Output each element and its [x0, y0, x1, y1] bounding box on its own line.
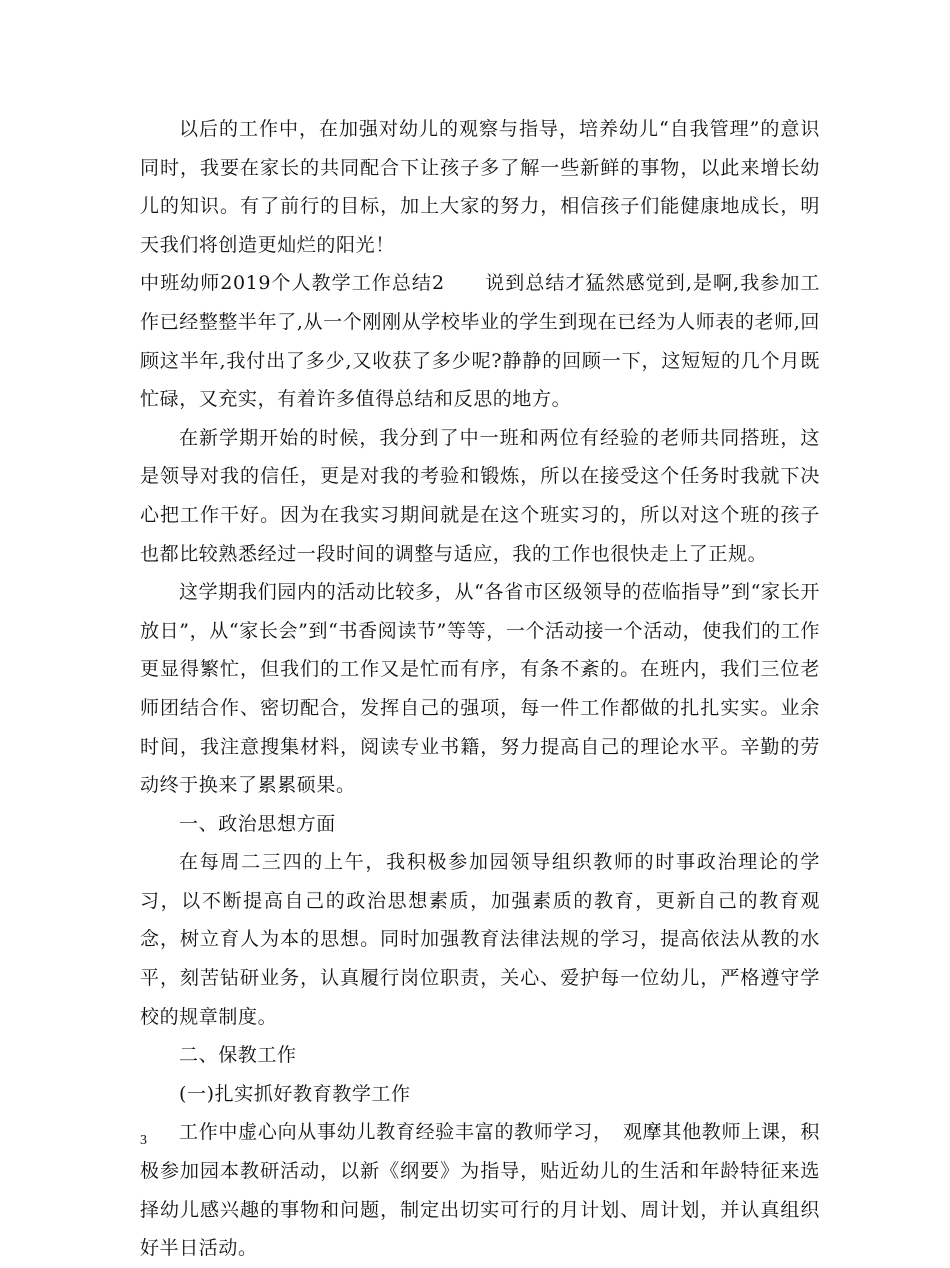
paragraph-9: 工作中虚心向从事幼儿教育经验丰富的教师学习， 观摩其他教师上课，积极参加园本教研活动，以新《纲要》为指导，贴近幼儿的生活和年龄特征来选择幼儿感兴趣的事物和问题，制定出切实可行的月计划、周计划，并认真组织好半日活动。 [140, 1121, 820, 1260]
page-number: 3 [140, 1133, 147, 1148]
paragraph-6: 在每周二三四的上午，我积极参加园领导组织教师的时事政治理论的学习，以不断提高自己的政治思想素质，加强素质的教育，更新自己的教育观念，树立育人为本的思想。同时加强教育法律法规的学习，提高依法从教的水平，刻苦钻研业务，认真履行岗位职责，关心、爱护每一位幼儿，严格遵守学校的规章制度。 [140, 851, 820, 1028]
document-body [140, 110, 820, 1268]
heading-care-education: 二、保教工作 [179, 1044, 297, 1067]
paragraph-3: 在新学期开始的时候，我分到了中一班和两位有经验的老师共同搭班，这是领导对我的信任，更是对我的考验和锻炼，所以在接受这个任务时我就下决心把工作干好。因为在我实习期间就是在这个班实习的，所以对这个班的孩子也都比较熟悉经过一段时间的调整与适应，我的工作也很快走上了正规。 [140, 426, 820, 565]
paragraph-4: 这学期我们园内的活动比较多，从“各省市区级领导的莅临指导”到“家长开放日”，从“家长会”到“书香阅读节”等等，一个活动接一个活动，使我们的工作更显得繁忙，但我们的工作又是忙而有序，有条不紊的。在班内，我们三位老师团结合作、密切配合，发挥自己的强项，每一件工作都做的扎扎实实。业余时间，我注意搜集材料，阅读专业书籍，努力提高自己的理论水平。辛勤的劳动终于换来了累累硕果。 [140, 581, 820, 797]
paragraph-1: 以后的工作中，在加强对幼儿的观察与指导，培养幼儿“自我管理”的意识同时，我要在家长的共同配合下让孩子多了解一些新鲜的事物，以此来增长幼儿的知识。有了前行的目标，加上大家的努力，相信孩子们能健康地成长，明天我们将创造更灿烂的阳光！ [140, 118, 820, 256]
heading-political-thought: 一、政治思想方面 [179, 812, 336, 835]
paragraph-2-section-title: 中班幼师2019个人教学工作总结2 说到总结才猛然感觉到,是啊,我参加工作已经整整半年了,从一个刚刚从学校毕业的学生到现在已经为人师表的老师,回顾这半年,我付出了多少,又收获了多少呢?静静的回顾一下，这短短的几个月既忙碌，又充实，有着许多值得总结和反思的地方。 [140, 272, 820, 411]
subheading-teaching-work: (一)扎实抓好教育教学工作 [179, 1082, 411, 1105]
